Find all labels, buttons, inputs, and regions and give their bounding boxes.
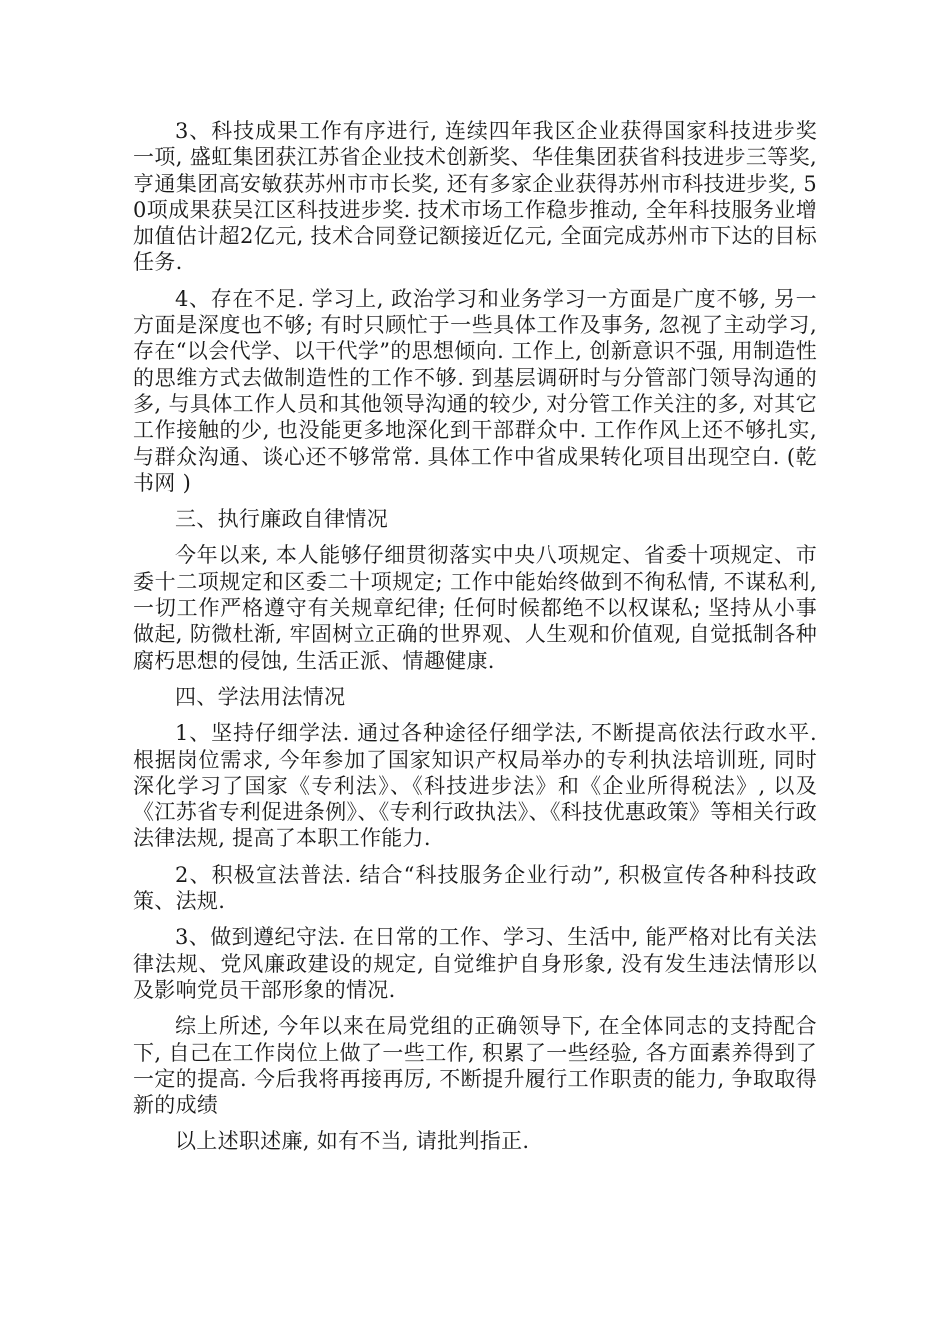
paragraph-law-promotion: 2、积极宣法普法. 结合“科技服务企业行动”, 积极宣传各种科技政策、法规. <box>133 862 817 914</box>
section-heading-integrity: 三、执行廉政自律情况 <box>175 507 388 532</box>
paragraph-law-study: 1、坚持仔细学法. 通过各种途径仔细学法, 不断提高依法行政水平. 根据岗位需求, 今年参加了国家知识产权局举办的专利执法培训班, 同时深化学习了国家《专利法》、《科技进步法》和《企业所得税法》, 以及《江苏省专利促进条例》、《专利行政执法》、《科技优惠政策》等相关行政法律法规, 提高了本职工作能力. <box>133 721 817 851</box>
paragraph-closing: 以上述职述廉, 如有不当, 请批判指正. <box>175 1129 530 1154</box>
paragraph-shortcomings: 4、存在不足. 学习上, 政治学习和业务学习一方面是广度不够, 另一方面是深度也不够; 有时只顾忙于一些具体工作及事务, 忽视了主动学习, 存在“以会代学、以干代学”的思想倾向. 工作上, 创新意识不强, 用制造性的思维方式去做制造性的工作不够. 到基层调研时与分管部门领导沟通的多, 与具体工作人员和其他领导沟通的较少, 对分管工作关注的多, 对其它工作接触的少, 也没能更多地深化到干部群众中. 工作作风上还不够扎实, 与群众沟通、谈心还不够常常. 具体工作中省成果转化项目出现空白. (乾书网 ) <box>133 286 817 495</box>
paragraph-sci-tech-achievements: 3、科技成果工作有序进行, 连续四年我区企业获得国家科技进步奖一项, 盛虹集团获江苏省企业技术创新奖、华佳集团获省科技进步三等奖, 亨通集团高安敏获苏州市市长奖, 还有多家企业获得苏州市科技进步奖, 50项成果获吴江区科技进步奖. 技术市场工作稳步推动, 全年科技服务业增加值估计超2亿元, 技术合同登记额接近亿元, 全面完成苏州市下达的目标任务. <box>133 119 817 275</box>
paragraph-summary: 综上所述, 今年以来在局党组的正确领导下, 在全体同志的支持配合下, 自己在工作岗位上做了一些工作, 积累了一些经验, 各方面素养得到了一定的提高. 今后我将再接再厉, 不断提升履行工作职责的能力, 争取取得新的成绩 <box>133 1014 817 1118</box>
paragraph-integrity: 今年以来, 本人能够仔细贯彻落实中央八项规定、省委十项规定、市委十二项规定和区委二十项规定; 工作中能始终做到不徇私情, 不谋私利, 一切工作严格遵守有关规章纪律; 任何时候都绝不以权谋私; 坚持从小事做起, 防微杜渐, 牢固树立正确的世界观、人生观和价值观, 自觉抵制各种腐朽思想的侵蚀, 生活正派、情趣健康. <box>133 543 817 673</box>
document-body <box>133 118 817 1165</box>
section-heading-law-study: 四、学法用法情况 <box>175 684 346 709</box>
paragraph-law-compliance: 3、做到遵纪守法. 在日常的工作、学习、生活中, 能严格对比有关法律法规、党风廉政建设的规定, 自觉维护自身形象, 没有发生违法情形以及影响党员干部形象的情况. <box>133 925 817 1002</box>
